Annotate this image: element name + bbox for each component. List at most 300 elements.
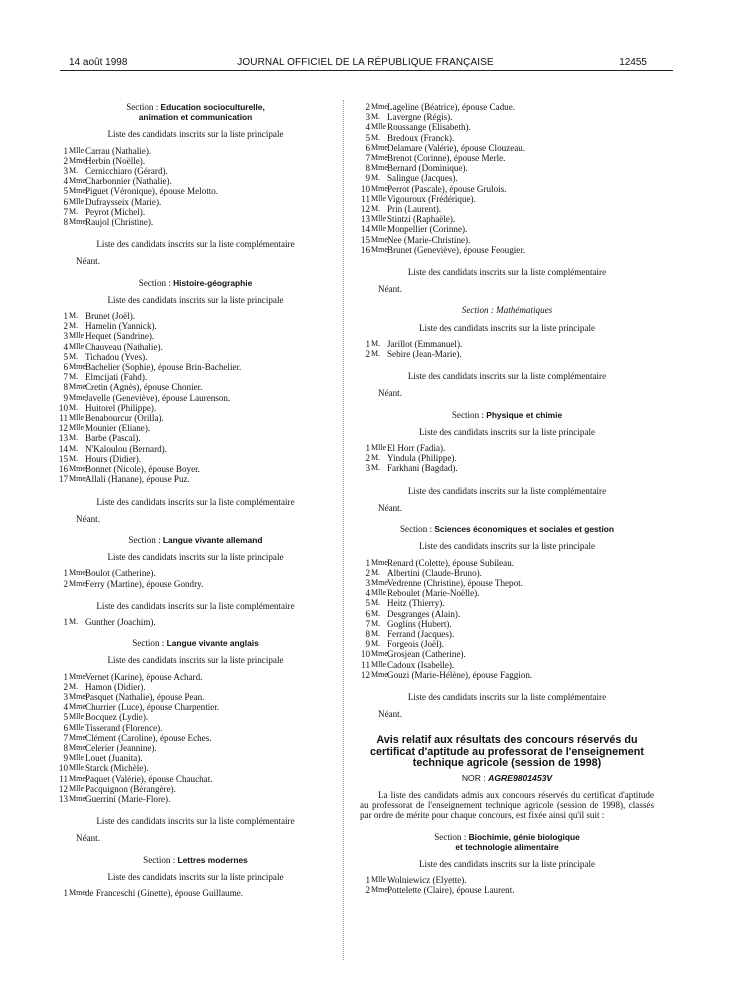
candidate-rank: 4 <box>63 341 68 352</box>
candidate-title: M. <box>371 598 381 608</box>
candidate-name: Reboulet (Marie-Noëlle). <box>387 588 480 599</box>
candidate-entry <box>58 672 333 682</box>
candidate-entry <box>58 888 333 898</box>
candidate-entry <box>58 311 333 321</box>
candidate-name: Huitorel (Philippe). <box>85 402 157 413</box>
section-title-line2: et technologie alimentaire <box>455 841 559 852</box>
candidate-rank: 14 <box>360 224 370 235</box>
candidate-rank: 16 <box>58 464 68 475</box>
candidate-title: M. <box>69 206 79 216</box>
candidate-entry <box>58 568 333 578</box>
candidate-name: Delamare (Valérie), épouse Clouzeau. <box>387 142 526 153</box>
candidate-rank: 2 <box>63 578 68 589</box>
candidate-name: Hours (Didier). <box>85 453 142 464</box>
neant-text: Néant. <box>378 502 402 513</box>
candidate-entry <box>360 885 654 895</box>
candidate-title: Mme <box>69 155 86 165</box>
candidate-rank: 3 <box>365 577 370 588</box>
candidate-entry <box>360 619 654 629</box>
candidate-rank: 16 <box>360 244 370 255</box>
candidate-entry <box>58 382 333 392</box>
candidate-name: Cernicchiaro (Gérard). <box>85 166 168 177</box>
candidate-entry <box>360 143 654 153</box>
candidate-title: Mlle <box>69 145 85 155</box>
candidate-rank: 8 <box>63 382 68 393</box>
candidate-name: Farkhani (Bagdad). <box>387 463 458 474</box>
candidate-rank: 10 <box>360 183 370 194</box>
candidate-title: Mme <box>371 557 388 567</box>
nor-code: AGRE9801453V <box>488 772 553 783</box>
candidate-rank: 10 <box>58 402 68 413</box>
candidate-name: Louet (Juanita). <box>85 753 143 764</box>
candidate-rank: 1 <box>63 568 68 579</box>
candidate-title: Mme <box>371 234 388 244</box>
candidate-name: Lageline (Béatrice), épouse Cadue. <box>387 102 516 112</box>
candidate-entry <box>58 413 333 423</box>
candidate-name: Chauveau (Nathalie). <box>85 341 163 352</box>
candidate-title: M. <box>371 639 381 649</box>
candidate-name: Raujol (Christine). <box>85 217 154 228</box>
candidate-name: Churrier (Luce), épouse Charpentier. <box>85 702 220 713</box>
candidate-rank: 5 <box>63 186 68 197</box>
candidate-title: Mme <box>69 732 86 742</box>
section-title: Sciences économiques et sociales et gestion <box>434 524 615 535</box>
candidate-name: Goglins (Hubert). <box>387 618 452 629</box>
candidate-title: Mlle <box>371 875 387 885</box>
candidate-rank: 13 <box>58 793 68 804</box>
candidate-title: Mme <box>69 464 86 474</box>
section-title: Langue vivante allemand <box>162 534 263 545</box>
candidate-title: M. <box>371 463 381 473</box>
header-rule <box>60 70 673 71</box>
list-caption: Liste des candidats inscrits sur la liste principale <box>107 294 284 305</box>
section-heading <box>58 278 333 288</box>
candidate-entry <box>58 352 333 362</box>
candidate-rank: 14 <box>58 443 68 454</box>
candidate-name: Javelle (Geneviève), épouse Laurenson. <box>85 392 231 403</box>
candidate-title: M. <box>69 443 79 453</box>
candidate-entry <box>58 372 333 382</box>
list-caption: Liste des candidats inscrits sur la liste complémentaire <box>96 816 295 827</box>
right-column <box>360 102 654 896</box>
running-header <box>0 57 731 71</box>
candidate-rank: 9 <box>63 392 68 403</box>
candidate-entry <box>360 214 654 224</box>
candidate-rank: 1 <box>63 311 68 322</box>
candidate-title: Mme <box>371 102 388 111</box>
candidate-rank: 2 <box>365 885 370 896</box>
candidate-name: Salingue (Jacques). <box>387 173 458 184</box>
candidate-entry <box>360 443 654 453</box>
candidate-entry <box>360 184 654 194</box>
candidate-name: Prin (Laurent). <box>387 204 442 215</box>
candidate-title: M. <box>371 173 381 183</box>
candidate-entry <box>58 207 333 217</box>
candidate-rank: 12 <box>58 783 68 794</box>
candidate-entry <box>360 649 654 659</box>
list-caption: Liste des candidats inscrits sur la liste complémentaire <box>407 267 607 278</box>
list-caption: Liste des candidats inscrits sur la liste principale <box>418 859 596 870</box>
candidate-rank: 15 <box>58 453 68 464</box>
section-title: Lettres modernes <box>177 854 248 865</box>
candidate-name: Monpellier (Corinne). <box>387 224 468 235</box>
candidate-name: Wolniewicz (Elyette). <box>387 875 467 886</box>
section-heading <box>58 102 333 122</box>
candidate-rank: 5 <box>365 598 370 609</box>
section-prefix: Section : <box>451 409 487 420</box>
header-journal-title: JOURNAL OFFICIEL DE LA RÉPUBLIQUE FRANÇAISE <box>237 57 494 68</box>
candidate-rank: 12 <box>58 423 68 434</box>
candidate-title: M. <box>69 616 79 626</box>
candidate-title: Mlle <box>69 753 85 763</box>
candidate-title: Mlle <box>371 659 387 669</box>
candidate-title: Mme <box>371 577 388 587</box>
nor-reference <box>360 773 654 783</box>
candidate-name: Barbe (Pascal). <box>85 433 141 444</box>
candidate-name: Jarillot (Emmanuel). <box>387 338 463 349</box>
candidate-name: Bocquez (Lydie). <box>85 712 149 723</box>
candidate-rank: 5 <box>63 351 68 362</box>
candidate-title: Mme <box>69 793 86 803</box>
candidate-name: Pottelette (Claire), épouse Laurent. <box>387 885 515 896</box>
candidate-name: Boulot (Catherine). <box>85 568 156 579</box>
candidate-entry <box>58 186 333 196</box>
candidate-name: Pasquet (Nathalie), épouse Pean. <box>85 691 205 702</box>
candidate-title: Mme <box>69 217 86 227</box>
candidate-title: M. <box>69 321 79 331</box>
list-caption: Liste des candidats inscrits sur la liste principale <box>418 322 596 333</box>
candidate-title: Mme <box>69 773 86 783</box>
candidate-entry <box>360 578 654 588</box>
candidate-name: Allali (Hanane), épouse Puz. <box>85 474 190 485</box>
candidate-name: Clément (Caroline), épouse Eches. <box>85 732 212 743</box>
candidate-name: Hamon (Didier). <box>85 681 146 692</box>
candidate-rank: 3 <box>63 691 68 702</box>
candidate-title: Mme <box>371 669 388 679</box>
list-caption: Liste des candidats inscrits sur la liste principale <box>107 552 284 563</box>
candidate-name: Cadoux (Isabelle). <box>387 659 455 670</box>
list-caption: Liste des candidats inscrits sur la liste principale <box>107 871 284 882</box>
candidate-title: Mlle <box>371 193 387 203</box>
candidate-rank: 2 <box>63 681 68 692</box>
candidate-rank: 9 <box>365 173 370 184</box>
candidate-name: Gunther (Joachim). <box>85 616 156 627</box>
section-title-line2: animation et communication <box>138 112 253 123</box>
candidate-title: Mlle <box>69 712 85 722</box>
candidate-entry <box>360 598 654 608</box>
candidate-entry <box>58 433 333 443</box>
candidate-name: Tichadou (Yves). <box>85 351 148 362</box>
candidate-title: Mlle <box>69 722 85 732</box>
nor-label: NOR : <box>461 772 489 783</box>
candidate-title: M. <box>371 608 381 618</box>
candidate-name: Desgranges (Alain). <box>387 608 461 619</box>
candidate-title: Mme <box>371 163 388 173</box>
candidate-entry <box>58 774 333 784</box>
section-prefix: Section : <box>143 854 178 865</box>
candidate-entry <box>58 321 333 331</box>
candidate-entry <box>360 245 654 255</box>
section-heading <box>58 638 333 648</box>
list-caption: Liste des candidats inscrits sur la liste complémentaire <box>407 485 607 496</box>
candidate-name: Cretin (Agnès), épouse Chonier. <box>85 382 203 393</box>
section-heading <box>360 305 654 315</box>
candidate-name: Renard (Colette), épouse Subileau. <box>387 557 515 568</box>
candidate-title: M. <box>371 349 381 359</box>
candidate-entry <box>360 153 654 163</box>
candidate-rank: 7 <box>365 618 370 629</box>
candidate-name: Roussange (Elisabeth). <box>387 122 471 133</box>
candidate-entry <box>58 217 333 227</box>
candidate-name: Stintzi (Raphaële). <box>387 214 456 225</box>
list-caption: Liste des candidats inscrits sur la liste complémentaire <box>96 496 295 507</box>
candidate-title: Mlle <box>371 588 387 598</box>
candidate-entry <box>360 463 654 473</box>
candidate-rank: 6 <box>365 608 370 619</box>
neant-text: Néant. <box>76 833 100 844</box>
candidate-rank: 3 <box>365 112 370 123</box>
candidate-name: Heitz (Thierry). <box>387 598 445 609</box>
column-divider <box>343 100 344 960</box>
candidate-rank: 6 <box>63 722 68 733</box>
header-page-number: 12455 <box>619 57 647 68</box>
candidate-title: Mme <box>69 392 86 402</box>
candidate-title: Mme <box>69 186 86 196</box>
candidate-name: Gouzi (Marie-Hélène), épouse Faggion. <box>387 669 533 680</box>
candidate-title: Mlle <box>69 196 85 206</box>
candidate-rank: 2 <box>365 102 370 112</box>
candidate-entry <box>58 474 333 484</box>
candidate-entry <box>58 342 333 352</box>
candidate-name: El Horr (Fadia). <box>387 443 446 454</box>
candidate-entry <box>360 112 654 122</box>
notice-title <box>360 735 654 770</box>
candidate-rank: 1 <box>365 443 370 454</box>
candidate-title: Mlle <box>371 214 387 224</box>
candidate-title: M. <box>371 567 381 577</box>
section-heading <box>360 832 654 852</box>
section-prefix: Section : <box>399 524 435 535</box>
candidate-rank: 4 <box>63 176 68 187</box>
section-prefix: Section : <box>128 534 163 545</box>
candidate-name: Nee (Marie-Christine). <box>387 234 471 245</box>
candidate-rank: 1 <box>63 145 68 156</box>
candidate-rank: 1 <box>365 338 370 349</box>
candidate-entry <box>58 146 333 156</box>
candidate-title: M. <box>69 311 79 321</box>
section-title: Biochimie, génie biologique <box>468 831 580 842</box>
candidate-entry <box>58 702 333 712</box>
candidate-title: Mme <box>69 568 86 578</box>
candidate-name: Yindula (Philippe). <box>387 453 457 464</box>
candidate-entry <box>58 784 333 794</box>
list-caption: Liste des candidats inscrits sur la liste complémentaire <box>96 239 295 250</box>
candidate-title: M. <box>371 204 381 214</box>
candidate-rank: 13 <box>58 433 68 444</box>
notice-title-line: Avis relatif aux résultats des concours réservés du <box>376 734 638 747</box>
candidate-title: Mme <box>371 153 388 163</box>
candidate-name: de Franceschi (Ginette), épouse Guillaume. <box>85 887 244 898</box>
candidate-rank: 3 <box>365 463 370 474</box>
candidate-title: Mlle <box>69 341 85 351</box>
candidate-name: Vedrenne (Christine), épouse Thepot. <box>387 577 523 588</box>
candidate-name: Vernet (Karine), épouse Achard. <box>85 671 203 682</box>
candidate-title: Mlle <box>371 224 387 234</box>
candidate-rank: 6 <box>63 362 68 373</box>
candidate-rank: 1 <box>63 887 68 898</box>
neant-text: Néant. <box>76 256 100 267</box>
candidate-entry <box>58 423 333 433</box>
candidate-rank: 7 <box>63 732 68 743</box>
candidate-rank: 11 <box>59 773 68 784</box>
candidate-title: Mme <box>69 691 86 701</box>
candidate-title: Mme <box>371 885 388 895</box>
candidate-title: M. <box>69 433 79 443</box>
candidate-title: M. <box>69 681 79 691</box>
candidate-title: M. <box>371 453 381 463</box>
candidate-name: Elmcijati (Fahd). <box>85 372 148 383</box>
candidate-entry <box>360 102 654 112</box>
candidate-name: Piguet (Véronique), épouse Melotto. <box>85 186 219 197</box>
candidate-entry <box>58 712 333 722</box>
section-title: Physique et chimie <box>486 409 563 420</box>
candidate-rank: 2 <box>365 349 370 360</box>
candidate-title: Mme <box>69 702 86 712</box>
candidate-rank: 9 <box>365 639 370 650</box>
candidate-entry <box>360 173 654 183</box>
candidate-title: M. <box>371 628 381 638</box>
candidate-rank: 12 <box>360 204 370 215</box>
candidate-title: Mlle <box>69 783 85 793</box>
candidate-title: Mlle <box>371 122 387 132</box>
candidate-entry <box>360 568 654 578</box>
candidate-rank: 1 <box>63 671 68 682</box>
header-date: 14 août 1998 <box>69 57 128 68</box>
candidate-entry <box>360 122 654 132</box>
candidate-entry <box>58 176 333 186</box>
candidate-rank: 6 <box>63 196 68 207</box>
candidate-rank: 2 <box>63 321 68 332</box>
candidate-entry <box>58 197 333 207</box>
candidate-name: Vigouroux (Frédérique). <box>387 193 476 204</box>
candidate-entry <box>58 393 333 403</box>
candidate-entry <box>58 166 333 176</box>
section-heading <box>58 855 333 865</box>
candidate-title: Mlle <box>69 413 85 423</box>
candidate-title: M. <box>69 372 79 382</box>
candidate-title: M. <box>69 351 79 361</box>
candidate-rank: 7 <box>63 206 68 217</box>
candidate-rank: 10 <box>360 649 370 660</box>
candidate-entry <box>58 579 333 589</box>
candidate-rank: 3 <box>63 166 68 177</box>
candidate-name: Bonnet (Nicole), épouse Boyer. <box>85 464 200 475</box>
candidate-rank: 2 <box>365 453 370 464</box>
notice-title-line: certificat d'aptitude au professorat de l'enseignement <box>370 745 644 758</box>
candidate-name: Guerrini (Marie-Flore). <box>85 793 171 804</box>
candidate-entry <box>360 349 654 359</box>
candidate-name: Herbin (Noëlle). <box>85 155 146 166</box>
candidate-entry <box>360 235 654 245</box>
candidate-rank: 3 <box>63 331 68 342</box>
candidate-rank: 15 <box>360 234 370 245</box>
list-caption: Liste des candidats inscrits sur la liste principale <box>107 129 284 140</box>
candidate-entry <box>58 403 333 413</box>
candidate-name: Mounier (Eliane). <box>85 423 151 434</box>
candidate-name: Sebire (Jean-Marie). <box>387 349 462 360</box>
candidate-rank: 11 <box>361 659 370 670</box>
candidate-name: Starck (Michèle). <box>85 763 149 774</box>
candidate-title: M. <box>371 338 381 348</box>
candidate-title: M. <box>371 132 381 142</box>
candidate-entry <box>360 453 654 463</box>
candidate-rank: 11 <box>59 413 68 424</box>
candidate-rank: 6 <box>365 142 370 153</box>
candidate-entry <box>58 763 333 773</box>
candidate-title: Mme <box>69 382 86 392</box>
candidate-name: Bernard (Dominique). <box>387 163 468 174</box>
candidate-name: Brenot (Corinne), épouse Merle. <box>387 153 506 164</box>
candidate-title: M. <box>371 112 381 122</box>
candidate-rank: 5 <box>63 712 68 723</box>
candidate-entry <box>360 609 654 619</box>
candidate-rank: 2 <box>365 567 370 578</box>
candidate-name: Peyrot (Michel). <box>85 206 146 217</box>
candidate-rank: 8 <box>365 163 370 174</box>
section-prefix: Section : <box>138 277 174 288</box>
section-title: Mathématiques <box>496 305 553 316</box>
candidate-entry <box>58 692 333 702</box>
candidate-entry <box>58 682 333 692</box>
candidate-rank: 1 <box>365 557 370 568</box>
candidate-title: Mme <box>69 578 86 588</box>
neant-text: Néant. <box>76 513 100 524</box>
candidate-rank: 9 <box>63 753 68 764</box>
section-heading <box>58 535 333 545</box>
candidate-entry <box>58 733 333 743</box>
candidate-title: Mlle <box>69 423 85 433</box>
candidate-entry <box>58 794 333 804</box>
candidate-entry <box>360 639 654 649</box>
candidate-entry <box>58 753 333 763</box>
candidate-rank: 10 <box>58 763 68 774</box>
candidate-entry <box>58 617 333 627</box>
candidate-title: Mme <box>69 474 86 484</box>
candidate-entry <box>360 204 654 214</box>
candidate-name: Bredoux (Franck). <box>387 132 455 143</box>
candidate-rank: 13 <box>360 214 370 225</box>
candidate-entry <box>360 558 654 568</box>
candidate-name: Tisserand (Florence). <box>85 722 163 733</box>
left-column <box>58 102 333 898</box>
candidate-entry <box>360 660 654 670</box>
candidate-rank: 5 <box>365 132 370 143</box>
intro-paragraph: La liste des candidats admis aux concours réservés du certificat d'aptitude au professorat de l'enseignement technique agricole (session de 1998), classés par ordre de mérite pour chaque concours, est fixée ainsi qu'il suit : <box>360 790 654 821</box>
list-caption: Liste des candidats inscrits sur la liste principale <box>418 426 596 437</box>
candidate-entry <box>360 224 654 234</box>
candidate-entry <box>360 875 654 885</box>
section-prefix: Section : <box>126 102 161 112</box>
candidate-title: M. <box>69 453 79 463</box>
section-prefix: Section : <box>132 638 167 649</box>
candidate-title: Mme <box>69 671 86 681</box>
candidate-rank: 1 <box>365 875 370 886</box>
candidate-entry <box>360 670 654 680</box>
candidate-title: Mme <box>371 183 388 193</box>
candidate-entry <box>360 629 654 639</box>
candidate-name: Grosjean (Catherine). <box>387 649 466 660</box>
candidate-entry <box>58 331 333 341</box>
